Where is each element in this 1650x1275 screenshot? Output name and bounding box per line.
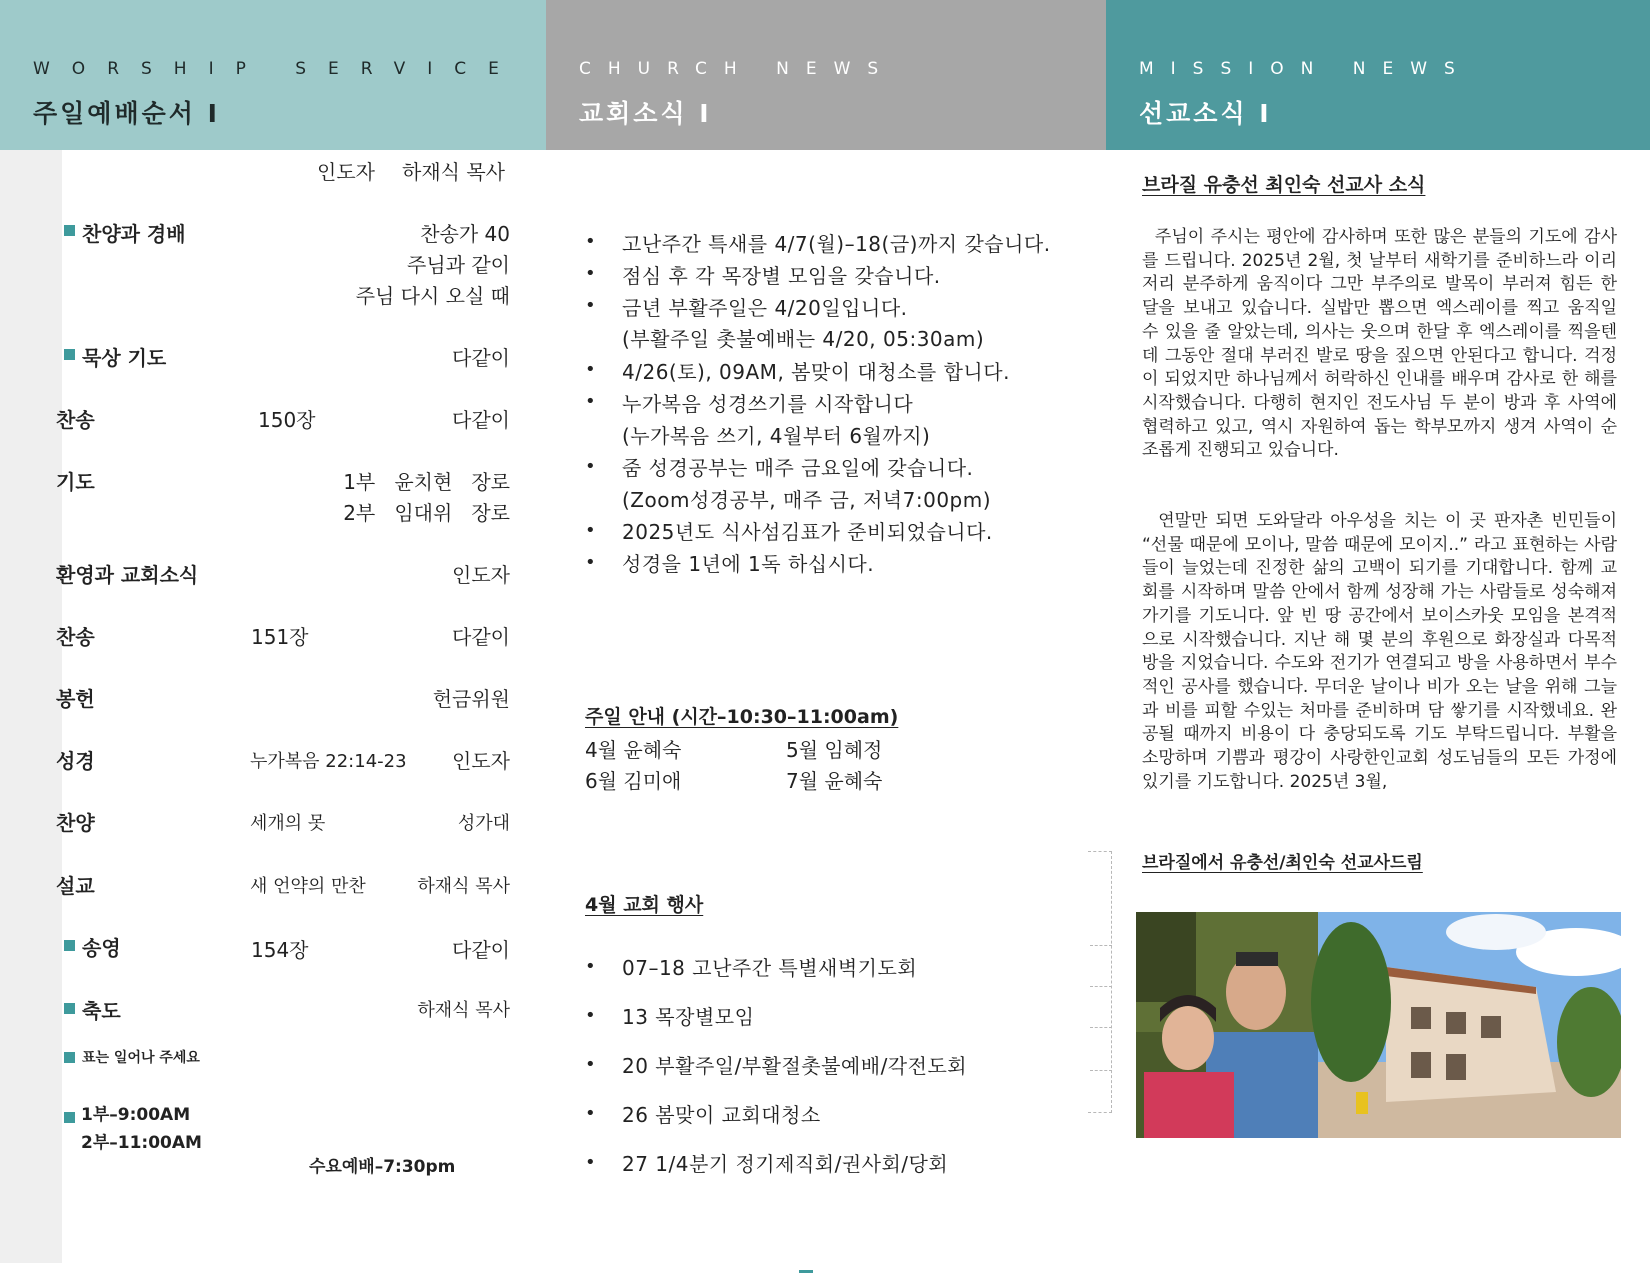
bullet: • (585, 391, 596, 412)
guide-cell: 7월 윤혜숙 (786, 769, 883, 793)
item-title: 찬양과 경배 (82, 222, 186, 246)
stand-marker-icon (64, 940, 75, 951)
item-right: 인도자 (452, 563, 510, 587)
mission-header-en: MISSION NEWS (1139, 59, 1472, 79)
item-title: 성경 (56, 749, 95, 773)
event-item: 26 봄맞이 교회대청소 (622, 1103, 821, 1127)
item-right: 하재식 목사 (417, 1000, 510, 1021)
dashed-connector (1090, 986, 1112, 987)
mission-signature: 브라질에서 유충선/최인숙 선교사드림 (1142, 853, 1423, 873)
item-title: 송영 (82, 936, 121, 960)
dashed-connector (1090, 945, 1112, 946)
item-mid: 154장 (251, 938, 309, 962)
item-mid: 세개의 못 (250, 813, 326, 834)
dashed-connector (1090, 1070, 1112, 1071)
mission-header (1106, 0, 1650, 150)
item-right: 헌금위원 (432, 687, 510, 711)
item-title: 설교 (56, 874, 95, 898)
stand-marker-icon (64, 349, 75, 360)
item-title: 환영과 교회소식 (56, 563, 199, 587)
time-marker-icon (64, 1112, 75, 1123)
bullet: • (585, 520, 596, 541)
guide-cell: 5월 임혜정 (786, 738, 883, 762)
bullet: • (585, 1005, 596, 1026)
news-item: 성경을 1년에 1독 하십시다. (622, 552, 875, 576)
bullet: • (585, 263, 596, 284)
bullet: • (585, 552, 596, 573)
item-title: 기도 (56, 470, 95, 494)
side-bar (0, 150, 62, 1263)
item-right: 인도자 (452, 749, 510, 773)
church-header (546, 0, 1106, 150)
events-title: 4월 교회 행사 (585, 894, 704, 916)
church-header-title: 교회소식 I (579, 99, 712, 128)
dashed-connector (1090, 1027, 1112, 1028)
item-mid: 누가복음 22:14-23 (250, 751, 407, 772)
guide-cell: 4월 윤혜숙 (585, 738, 682, 762)
item-title: 찬송 (56, 408, 95, 432)
item-right: 다같이 (452, 346, 510, 370)
mission-paragraph-1: 주님이 주시는 평안에 감사하며 또한 많은 분들의 기도에 감사를 드립니다. 2025년 2월, 첫 날부터 새학기를 준비하느라 이리저리 분주하게 움직이다 그만 부주의로 발목이 부러져 힘든 한 달을 보내고 있습니다. 실밥만 뽑으면 엑스레이를 찍고 움직일 수 있을 줄 알았는데, 의사는 웃으며 한달 후 엑스레이를 찍을텐데 그동안 절대 부러진 발로 땅을 짚으면 안된다고 합니다. 걱정이 되었지만 하나님께서 허락하신 인내를 배우며 감사로 한 해를 시작했습니다. 다행히 현지인 전도사님 두 분이 방과 후 사역에 협력하고 있고, 역시 자원하여 돕는 학부모까지 생겨 사역이 순조롭게 진행되고 있습니다. (1142, 227, 1623, 461)
item-title: 찬송 (56, 625, 95, 649)
sunday-guide-title: 주일 안내 (시간–10:30–11:00am) (585, 706, 899, 728)
item-right: 다같이 (452, 938, 510, 962)
news-item: 4/26(토), 09AM, 봄맞이 대청소를 합니다. (622, 360, 1010, 384)
event-item: 07–18 고난주간 특별새벽기도회 (622, 956, 918, 980)
item-mid: 151장 (251, 625, 309, 649)
mission-title: 브라질 유충선 최인숙 선교사 소식 (1142, 174, 1426, 196)
service-time: 1부–9:00AM (81, 1105, 191, 1125)
item-mid: 150장 (258, 408, 316, 432)
leader-name: 하재식 목사 (402, 160, 505, 184)
bullet: • (585, 956, 596, 977)
missionary-photo (1136, 912, 1621, 1138)
wednesday-service: 수요예배–7:30pm (309, 1157, 456, 1177)
stand-marker-icon (64, 225, 75, 236)
bullet: • (585, 1103, 596, 1124)
news-item: 2025년도 식사섬김표가 준비되었습니다. (622, 520, 993, 544)
stand-note: 표는 일어나 주세요 (82, 1050, 200, 1066)
event-item: 13 목장별모임 (622, 1005, 755, 1029)
item-line: 2부 임대위 장로 (343, 501, 510, 525)
item-mid: 새 언약의 만찬 (250, 876, 366, 897)
item-title: 축도 (82, 999, 121, 1023)
item-title: 묵상 기도 (82, 346, 167, 370)
bullet: • (585, 456, 596, 477)
guide-cell: 6월 김미애 (585, 769, 682, 793)
church-header-en: CHURCH NEWS (579, 59, 896, 79)
event-item: 27 1/4분기 정기제직회/권사회/당회 (622, 1152, 949, 1176)
item-line: 1부 윤치현 장로 (343, 470, 510, 494)
leader-label: 인도자 (317, 160, 375, 184)
service-time: 2부–11:00AM (81, 1133, 202, 1153)
item-title: 봉헌 (56, 687, 95, 711)
event-item: 20 부활주일/부활절촛불예배/각전도회 (622, 1054, 968, 1078)
worship-header-en: WORSHIP SERVICE (33, 59, 521, 79)
bullet: • (585, 295, 596, 316)
stand-marker-icon (64, 1003, 75, 1014)
footer-mark (799, 1270, 813, 1273)
item-right: 다같이 (452, 625, 510, 649)
item-line: 주님과 같이 (407, 253, 510, 277)
news-item-sub: (Zoom성경공부, 매주 금, 저녁7:00pm) (622, 488, 992, 512)
bullet: • (585, 1054, 596, 1075)
item-line: 찬송가 40 (420, 222, 510, 246)
bullet: • (585, 1152, 596, 1173)
news-item: 줌 성경공부는 매주 금요일에 갖습니다. (622, 456, 974, 480)
item-right: 하재식 목사 (417, 876, 510, 897)
news-item-sub: (누가복음 쓰기, 4월부터 6월까지) (622, 424, 931, 448)
bullet: • (585, 359, 596, 380)
mission-paragraph-2: 연말만 되면 도와달라 아우성을 치는 이 곳 판자촌 빈민들이 “선물 때문에 모이나, 말씀 때문에 모이지..” 라고 표현하는 사람들이 늘었는데 진정한 삶의 고백이 되기를 기대합니다. 함께 교회를 시작하며 말씀 안에서 함께 성장해 가는 사람들로 성숙해져 가기를 기도니다. 앞 빈 땅 공간에서 보이스카웃 모임을 본격적으로 시작했습니다. 지난 해 몇 분의 후원으로 화장실과 다목적 방을 지었습니다. 수도와 전기가 연결되고 방을 사용하면서 부수적인 공사를 했습니다. 무더운 날이나 비가 오는 날을 위해 그늘과 비를 피할 수있는 처마를 준비하며 담 쌓기를 시작했네요. 완공될 때까지 비용이 다 충당되도록 기도 부탁드립니다. 부활을 소망하며 기쁨과 평강이 사랑한인교회 성도님들의 모든 가정에 있기를 기도합니다. 2025년 3월, (1142, 511, 1623, 792)
news-item: 금년 부활주일은 4/20일입니다. (622, 296, 908, 320)
dashed-connector (1088, 851, 1112, 1113)
news-item: 점심 후 각 목장별 모임을 갖습니다. (622, 264, 941, 288)
news-item: 고난주간 특새를 4/7(월)–18(금)까지 갖습니다. (622, 232, 1051, 256)
item-line: 주님 다시 오실 때 (355, 284, 510, 308)
item-right: 성가대 (457, 813, 510, 834)
worship-header (0, 0, 546, 150)
news-item: 누가복음 성경쓰기를 시작합니다 (622, 392, 914, 416)
item-title: 찬양 (56, 811, 95, 835)
mission-header-title: 선교소식 I (1139, 99, 1272, 128)
bullet: • (585, 231, 596, 252)
item-right: 다같이 (452, 408, 510, 432)
stand-marker-icon (64, 1052, 75, 1063)
news-item-sub: (부활주일 촛불예배는 4/20, 05:30am) (622, 327, 985, 351)
worship-header-title: 주일예배순서 I (33, 99, 220, 128)
